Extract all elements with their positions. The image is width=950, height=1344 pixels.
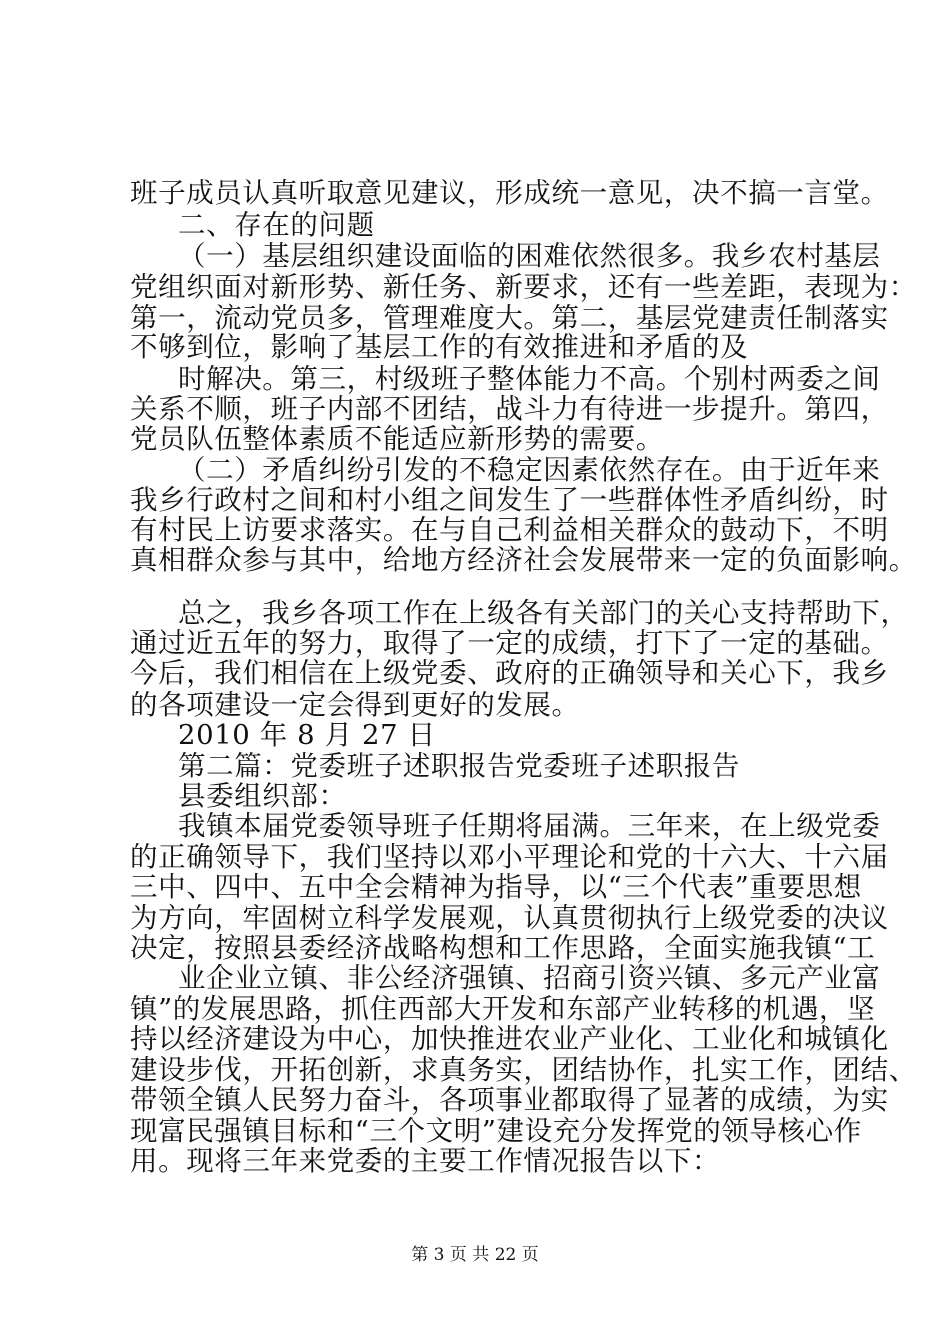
text-line: 持以经济建设为中心，加快推进农业产业化、工业化和城镇化 (130, 1023, 889, 1055)
text-line: 时解决。第三，村级班子整体能力不高。个别村两委之间 (178, 363, 881, 395)
text-line: 有村民上访要求落实。在与自己利益相关群众的鼓动下，不明 (130, 514, 889, 546)
text-line: 党员队伍整体素质不能适应新形势的需要。 (130, 423, 664, 455)
section-heading: 二、存在的问题 (178, 209, 375, 241)
date-line: 2010 年 8 月 27 日 (178, 719, 436, 751)
page-footer: 第 3 页 共 22 页 (411, 1245, 539, 1265)
recipient-line: 县委组织部： (178, 780, 347, 812)
text-line: 班子成员认真听取意见建议，形成统一意见，决不搞一言堂。 (130, 177, 889, 209)
text-line: 我乡行政村之间和村小组之间发生了一些群体性矛盾纠纷，时 (130, 484, 889, 516)
text-line: 用。现将三年来党委的主要工作情况报告以下： (130, 1145, 721, 1177)
text-line: 带领全镇人民努力奋斗，各项事业都取得了显著的成绩，为实 (130, 1084, 889, 1116)
text-line: 不够到位，影响了基层工作的有效推进和矛盾的及 (130, 331, 749, 363)
text-line: 关系不顺，班子内部不团结，战斗力有待进一步提升。第四， (130, 393, 889, 425)
text-line: 业企业立镇、非公经济强镇、招商引资兴镇、多元产业富 (178, 962, 881, 994)
text-line: 三中、四中、五中全会精神为指导，以“三个代表”重要思想 (130, 871, 862, 903)
text-line: 的正确领导下，我们坚持以邓小平理论和党的十六大、十六届 (130, 841, 889, 873)
text-line: 总之，我乡各项工作在上级各有关部门的关心支持帮助下， (178, 597, 909, 629)
text-line: 决定，按照县委经济战略构想和工作思路，全面实施我镇“工 (130, 932, 876, 964)
text-line: 现富民强镇目标和“三个文明”建设充分发挥党的领导核心作 (130, 1115, 862, 1147)
text-line: （二）矛盾纠纷引发的不稳定因素依然存在。由于近年来 (178, 454, 881, 486)
text-line: 我镇本届党委领导班子任期将届满。三年来，在上级党委 (178, 810, 881, 842)
text-line: 建设步伐，开拓创新，求真务实，团结协作，扎实工作，团结、 (130, 1054, 917, 1086)
text-line: 为方向，牢固树立科学发展观，认真贯彻执行上级党委的决议 (130, 902, 889, 934)
text-line: 通过近五年的努力，取得了一定的成绩，打下了一定的基础。 (130, 627, 889, 659)
text-line: 真相群众参与其中，给地方经济社会发展带来一定的负面影响。 (130, 544, 917, 576)
text-line: 第一，流动党员多，管理难度大。第二，基层党建责任制落实 (130, 302, 889, 334)
text-line: 今后，我们相信在上级党委、政府的正确领导和关心下，我乡 (130, 657, 889, 689)
text-line: （一）基层组织建设面临的困难依然很多。我乡农村基层 (178, 240, 881, 272)
text-line: 党组织面对新形势、新任务、新要求，还有一些差距，表现为： (130, 271, 917, 303)
text-line: 镇”的发展思路，抓住西部大开发和东部产业转移的机遇，坚 (130, 993, 876, 1025)
section-heading: 第二篇：党委班子述职报告党委班子述职报告 (178, 750, 740, 782)
text-line: 的各项建设一定会得到更好的发展。 (130, 689, 580, 721)
